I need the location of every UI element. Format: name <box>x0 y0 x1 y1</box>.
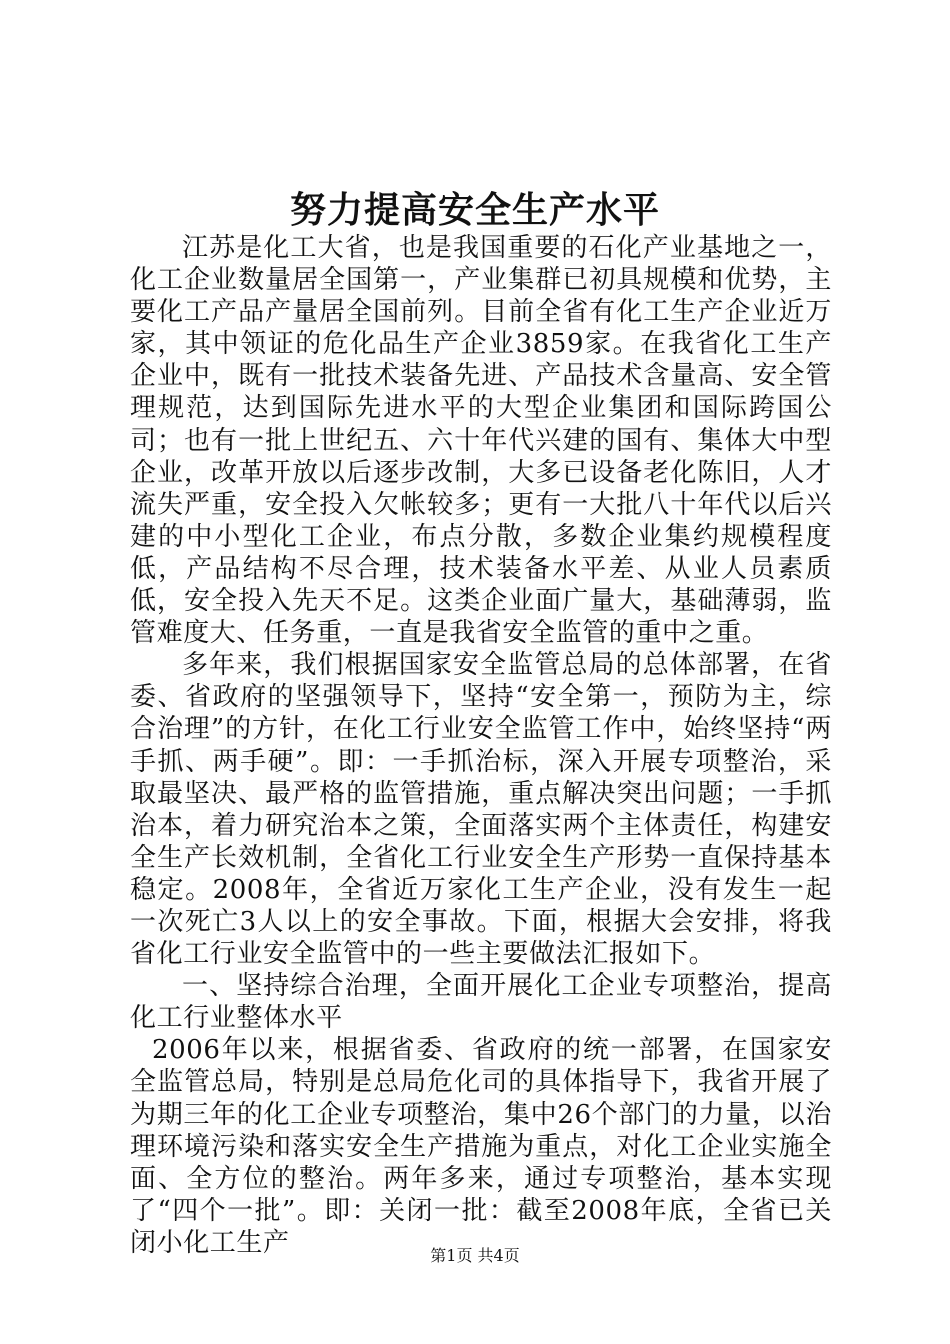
paragraph-intro: 江苏是化工大省，也是我国重要的石化产业基地之一，化工企业数量居全国第一，产业集群已初具规模和优势，主要化工产品产量居全国前列。目前全省有化工生产企业近万家，其中领证的危化品生产企业3859家。在我省化工生产企业中，既有一批技术装备先进、产品技术含量高、安全管理规范，达到国际先进水平的大型企业集团和国际跨国公司；也有一批上世纪五、六十年代兴建的国有、集体大中型企业，改革开放以后逐步改制，大多已设备老化陈旧，人才流失严重，安全投入欠帐较多；更有一大批八十年代以后兴建的中小型化工企业，布点分散，多数企业集约规模程度低，产品结构不尽合理，技术装备水平差、从业人员素质低，安全投入先天不足。这类企业面广量大，基础薄弱，监管难度大、任务重，一直是我省安全监管的重中之重。 <box>130 233 832 649</box>
page-number-footer: 第1页 共4页 <box>430 1246 520 1265</box>
document-body <box>130 232 832 1259</box>
section-heading-1: 一、坚持综合治理，全面开展化工企业专项整治，提高化工行业整体水平 <box>130 971 832 1034</box>
paragraph-section-1: 2006年以来，根据省委、省政府的统一部署，在国家安全监管总局，特别是总局危化司的具体指导下，我省开展了为期三年的化工企业专项整治，集中26个部门的力量，以治理环境污染和落实安全生产措施为重点，对化工企业实施全面、全方位的整治。两年多来，通过专项整治，基本实现了“四个一批”。即：关闭一批：截至2008年底，全省已关闭小化工生产 <box>130 1035 832 1258</box>
paragraph-overview: 多年来，我们根据国家安全监管总局的总体部署，在省委、省政府的坚强领导下，坚持“安全第一，预防为主，综合治理”的方针，在化工行业安全监管工作中，始终坚持“两手抓、两手硬”。即：一手抓治标，深入开展专项整治，采取最坚决、最严格的监管措施，重点解决突出问题；一手抓治本，着力研究治本之策，全面落实两个主体责任，构建安全生产长效机制，全省化工行业安全生产形势一直保持基本稳定。2008年，全省近万家化工生产企业，没有发生一起一次死亡3人以上的安全事故。下面，根据大会安排，将我省化工行业安全监管中的一些主要做法汇报如下。 <box>130 650 832 970</box>
document-title: 努力提高安全生产水平 <box>289 189 660 231</box>
